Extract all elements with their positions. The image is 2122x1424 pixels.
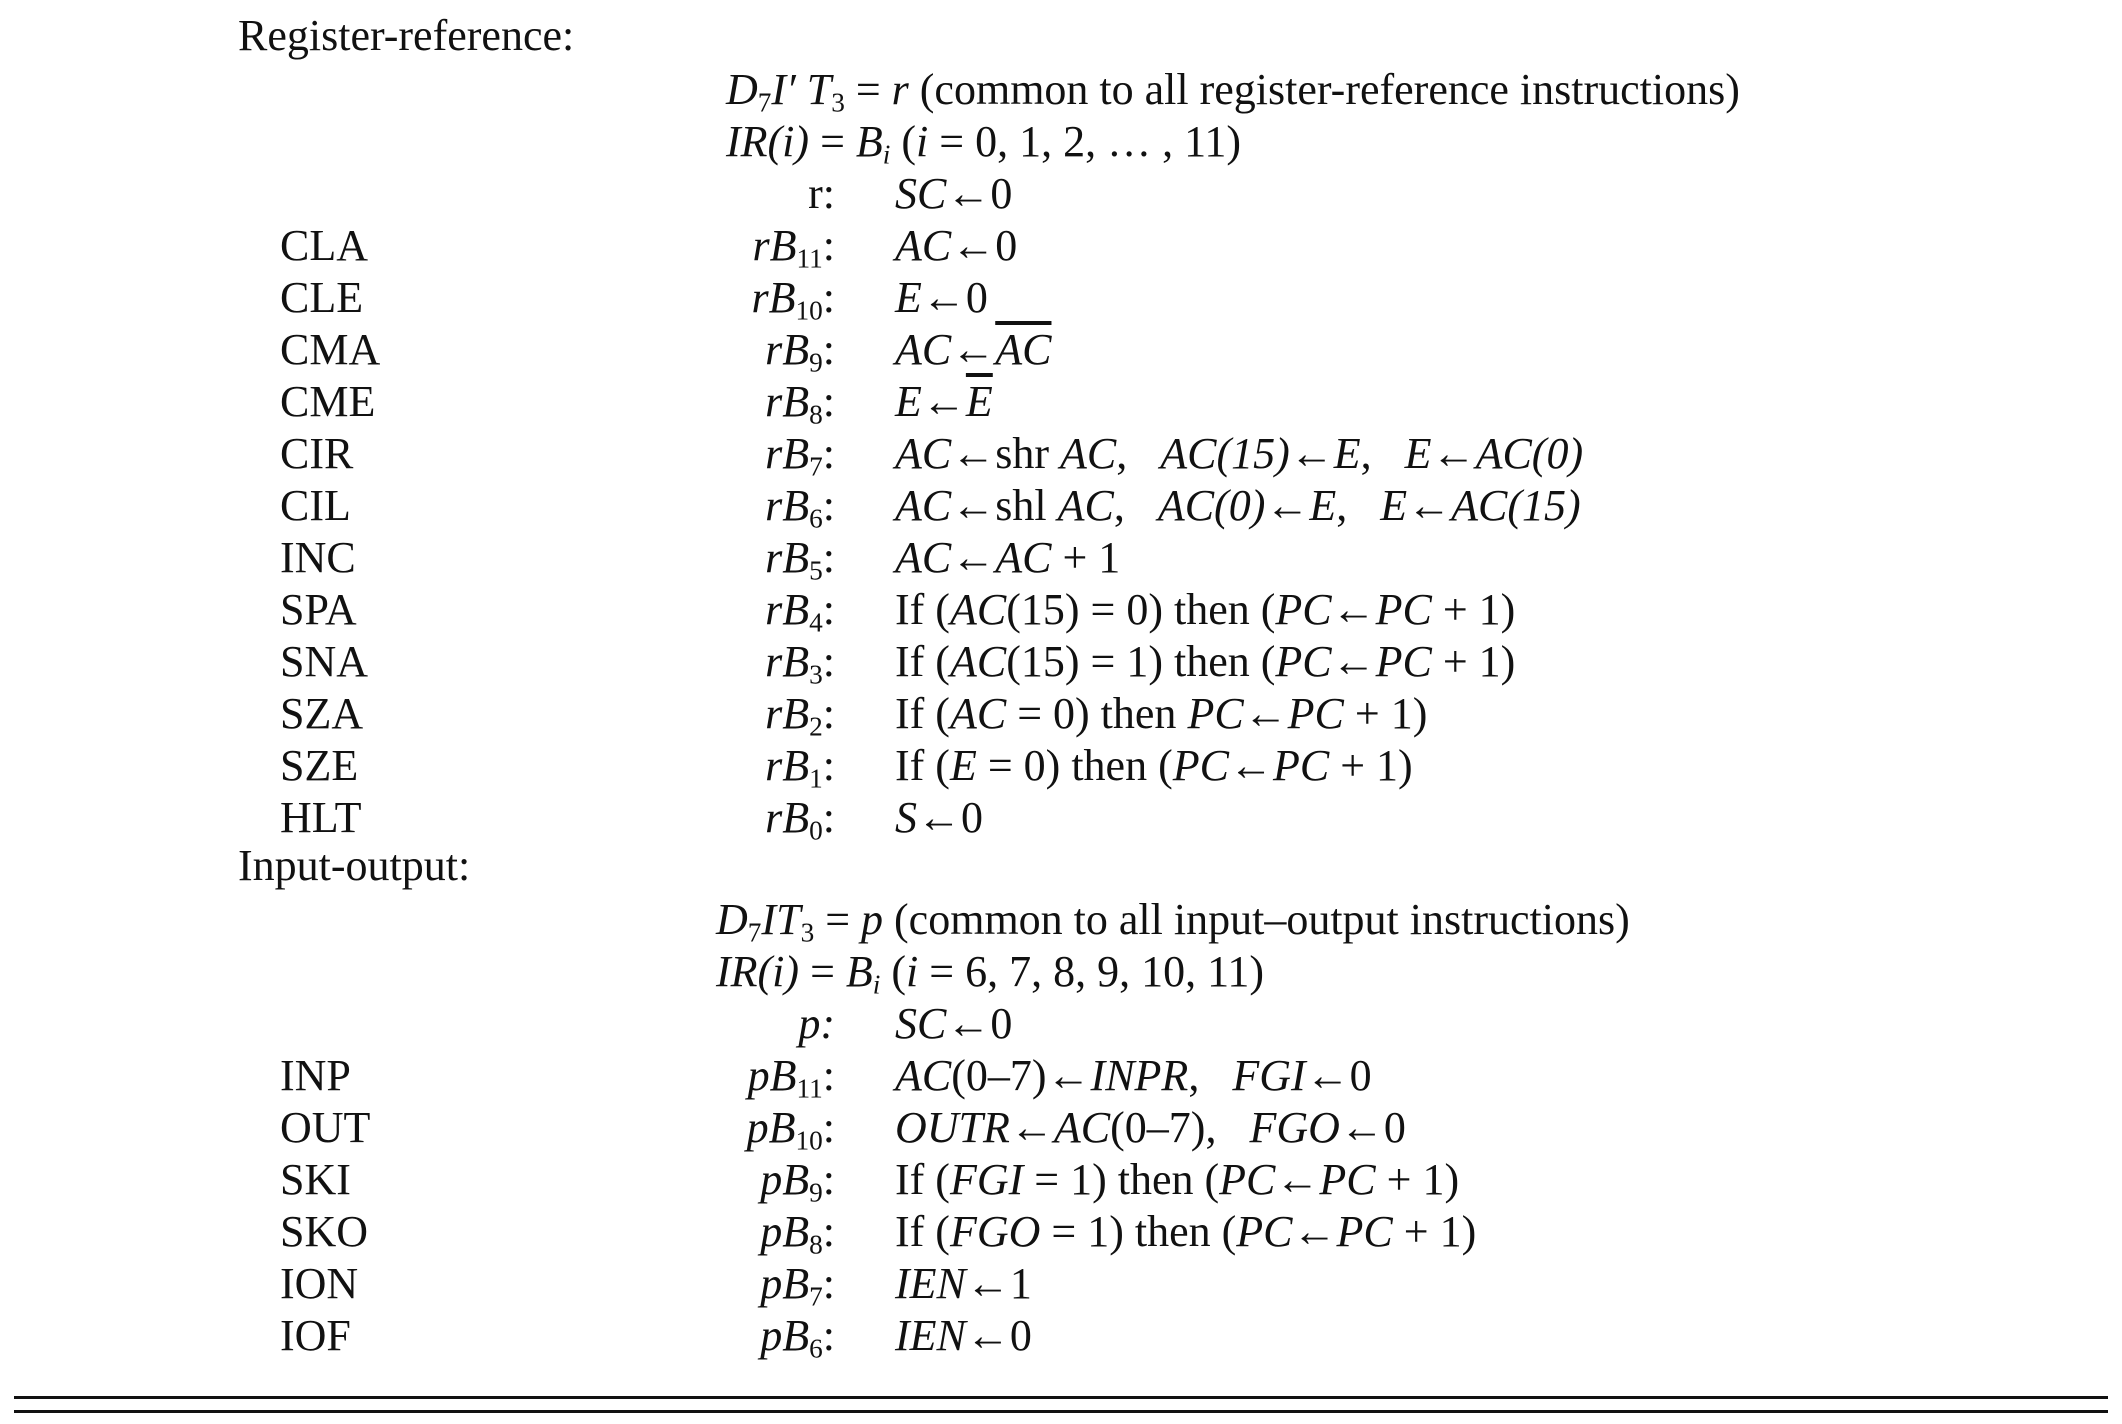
- register-reference-init-statement: [895, 168, 1012, 220]
- text: (0–7),: [1110, 1103, 1217, 1152]
- init-rhs: 0: [990, 169, 1013, 218]
- init-label: p:: [798, 999, 835, 1048]
- text: If (: [895, 585, 950, 634]
- statement-cir: [895, 428, 1583, 480]
- statement-ski: [895, 1154, 1459, 1206]
- term: E: [895, 273, 922, 322]
- cond-t-sub: 3: [800, 917, 815, 948]
- label-inc: [640, 532, 835, 584]
- term: AC: [895, 221, 952, 270]
- mnemonic-cla: CLA: [280, 221, 368, 270]
- text: (0–7): [951, 1051, 1047, 1100]
- label-var: rB: [765, 637, 810, 686]
- label-sna: [640, 636, 835, 688]
- ir-open: (: [891, 947, 907, 996]
- op: ←shl: [951, 481, 1047, 530]
- mnemonic-inc: INC: [280, 533, 356, 582]
- statement-iof: [895, 1310, 1032, 1362]
- op: ←: [951, 221, 996, 270]
- term: PC: [1275, 585, 1332, 634]
- label-var: rB: [765, 429, 810, 478]
- label-colon: :: [822, 325, 835, 374]
- cond-equals: =: [855, 65, 881, 114]
- label-sub: 10: [795, 1125, 823, 1156]
- bottom-rule-upper: [14, 1396, 2108, 1399]
- text: = 1) then (: [1034, 1155, 1220, 1204]
- text: + 1): [1403, 1207, 1477, 1256]
- term: PC: [1219, 1155, 1276, 1204]
- mnemonic-spa: SPA: [280, 585, 357, 634]
- label-sub: 10: [795, 295, 823, 326]
- term: AC: [995, 533, 1052, 582]
- input-output-init-label: [640, 998, 835, 1050]
- label-var: pB: [746, 1103, 796, 1152]
- term: AC: [895, 481, 952, 530]
- statement-sna: [895, 636, 1515, 688]
- label-sub: 9: [809, 347, 823, 378]
- term: FGI: [1232, 1051, 1306, 1100]
- label-var: pB: [747, 1051, 797, 1100]
- complement-term: $\overline{AC}$: [995, 325, 1052, 374]
- op: ←: [1289, 429, 1334, 478]
- statement-cil: [895, 480, 1581, 532]
- label-iof: [640, 1310, 835, 1362]
- cond-var: r: [891, 65, 909, 114]
- term: PC: [1319, 1155, 1376, 1204]
- op: ←: [921, 273, 966, 322]
- term: PC: [1236, 1207, 1293, 1256]
- term: INPR: [1090, 1051, 1189, 1100]
- term: 0: [961, 793, 983, 842]
- cond-var: p: [861, 895, 884, 944]
- statement-cma: [895, 324, 1051, 376]
- ir-i-var: i: [916, 117, 929, 166]
- statement-sko: [895, 1206, 1476, 1258]
- term: AC: [895, 533, 952, 582]
- term: PC: [1172, 741, 1229, 790]
- label-var: rB: [765, 481, 810, 530]
- op: ←: [1275, 1155, 1320, 1204]
- op: ←: [1292, 1207, 1337, 1256]
- input-output-ir-definition: [716, 946, 1264, 998]
- term: AC: [1057, 481, 1114, 530]
- term: PC: [1375, 585, 1432, 634]
- statement-cme: [895, 376, 993, 428]
- op: ←: [951, 533, 996, 582]
- text: If (: [895, 637, 950, 686]
- label-colon: :: [822, 793, 835, 842]
- term: E: [1333, 429, 1361, 478]
- term: AC: [949, 637, 1007, 686]
- cond-i: I′: [771, 65, 796, 114]
- text: + 1): [1354, 689, 1428, 738]
- term: AC(0): [1157, 481, 1266, 530]
- label-colon: :: [822, 585, 835, 634]
- label-sub: 6: [809, 503, 823, 534]
- op: ←: [965, 1259, 1010, 1308]
- text: If (: [895, 689, 950, 738]
- op: ←shr: [951, 429, 1050, 478]
- mnemonic-hlt: HLT: [280, 793, 362, 842]
- op: ←: [1305, 1051, 1350, 1100]
- sep: ,: [1360, 429, 1372, 478]
- term: + 1: [1062, 533, 1121, 582]
- label-colon: :: [822, 1155, 835, 1204]
- label-var: pB: [760, 1155, 810, 1204]
- text: + 1): [1442, 585, 1516, 634]
- ir-rest: = 0, 1, 2, … , 11): [939, 117, 1242, 166]
- label-sub: 4: [809, 607, 823, 638]
- term: AC: [895, 1051, 952, 1100]
- cond-d: D: [716, 895, 748, 944]
- section-heading-input-output: Input-output:: [238, 841, 471, 890]
- label-colon: :: [822, 741, 835, 790]
- label-inp: [640, 1050, 835, 1102]
- label-var: rB: [765, 325, 810, 374]
- term: PC: [1187, 689, 1244, 738]
- term: E: [895, 377, 922, 426]
- mnemonic-sko: SKO: [280, 1207, 369, 1256]
- text: (15) = 0) then (: [1006, 585, 1276, 634]
- label-colon: :: [822, 1207, 835, 1256]
- label-cle: [640, 272, 835, 324]
- sep: ,: [1116, 429, 1128, 478]
- label-sub: 1: [809, 763, 823, 794]
- term: FGI: [949, 1155, 1024, 1204]
- cond-note: (common to all register-reference instructions): [919, 65, 1740, 114]
- statement-hlt: [895, 792, 983, 844]
- mnemonic-iof: IOF: [280, 1311, 351, 1360]
- statement-out: [895, 1102, 1406, 1154]
- label-var: rB: [752, 221, 797, 270]
- mnemonic-cir: CIR: [280, 429, 354, 478]
- label-colon: :: [822, 377, 835, 426]
- label-ion: [640, 1258, 835, 1310]
- label-sub: 3: [809, 659, 823, 690]
- ir-b-sub: i: [882, 139, 891, 170]
- label-sub: 8: [809, 1229, 823, 1260]
- text: (15) = 1) then (: [1006, 637, 1276, 686]
- cond-equals: =: [825, 895, 851, 944]
- mnemonic-ion: ION: [280, 1259, 359, 1308]
- label-sub: 11: [796, 1073, 823, 1104]
- ir-b: B: [845, 947, 873, 996]
- mnemonic-cme: CME: [280, 377, 376, 426]
- ir-b-sub: i: [872, 969, 881, 1000]
- label-var: rB: [765, 741, 810, 790]
- label-colon: :: [822, 1259, 835, 1308]
- term: IEN: [895, 1259, 966, 1308]
- sep: ,: [1336, 481, 1348, 530]
- term: AC: [1060, 429, 1117, 478]
- mnemonic-cma: CMA: [280, 325, 381, 374]
- text: = 0) then (: [987, 741, 1173, 790]
- statement-spa: [895, 584, 1515, 636]
- label-sub: 6: [809, 1333, 823, 1364]
- label-colon: :: [822, 637, 835, 686]
- op: ←: [1331, 585, 1376, 634]
- op: ←: [1009, 1103, 1054, 1152]
- label-sko: [640, 1206, 835, 1258]
- label-out: [640, 1102, 835, 1154]
- op: ←: [1431, 429, 1476, 478]
- label-var: pB: [760, 1207, 810, 1256]
- term: IEN: [895, 1311, 966, 1360]
- mnemonic-inp: INP: [280, 1051, 351, 1100]
- label-hlt: [640, 792, 835, 844]
- term: AC: [895, 429, 952, 478]
- term: 0: [995, 221, 1018, 270]
- label-var: rB: [751, 273, 796, 322]
- term: 0: [1349, 1051, 1372, 1100]
- label-sub: 2: [809, 711, 823, 742]
- init-lhs: SC: [895, 169, 947, 218]
- term: AC(0): [1475, 429, 1584, 478]
- label-sub: 7: [809, 451, 823, 482]
- ir-term: IR(i): [716, 947, 800, 996]
- text: + 1): [1442, 637, 1516, 686]
- term: 0: [1383, 1103, 1406, 1152]
- input-output-init-statement: [895, 998, 1012, 1050]
- label-colon: :: [822, 1103, 835, 1152]
- label-var: rB: [765, 585, 810, 634]
- ir-open: (: [901, 117, 917, 166]
- statement-sze: [895, 740, 1413, 792]
- label-cma: [640, 324, 835, 376]
- input-output-common-condition: [716, 894, 1630, 946]
- register-reference-ir-definition: [726, 116, 1241, 168]
- label-var: rB: [765, 793, 810, 842]
- text: If (: [895, 1155, 950, 1204]
- label-sub: 9: [809, 1177, 823, 1208]
- label-cme: [640, 376, 835, 428]
- sep: ,: [1188, 1051, 1200, 1100]
- label-sub: 7: [809, 1281, 823, 1312]
- term: AC: [949, 585, 1007, 634]
- term: E: [1404, 429, 1432, 478]
- statement-cle: [895, 272, 988, 324]
- ir-equals: =: [820, 117, 845, 166]
- complement-term: $\overline{E}$: [965, 377, 993, 426]
- cond-i: I: [761, 895, 777, 944]
- term: AC: [895, 325, 952, 374]
- label-colon: :: [822, 481, 835, 530]
- label-sze: [640, 740, 835, 792]
- statement-ion: [895, 1258, 1032, 1310]
- op: ←: [1228, 741, 1273, 790]
- text: If (: [895, 1207, 950, 1256]
- label-colon: :: [822, 429, 835, 478]
- label-sub: 0: [809, 815, 823, 846]
- statement-inc: [895, 532, 1120, 584]
- term: AC: [1053, 1103, 1111, 1152]
- register-reference-init-label: r:: [808, 169, 835, 218]
- mnemonic-sna: SNA: [280, 637, 369, 686]
- cond-d-sub: 7: [757, 87, 772, 118]
- label-sub: 8: [809, 399, 823, 430]
- term: 1: [1009, 1259, 1032, 1308]
- op: ←: [1265, 481, 1310, 530]
- term: 0: [965, 273, 988, 322]
- op: ←: [965, 1311, 1010, 1360]
- ir-i-var: i: [906, 947, 919, 996]
- init-arrow: ←: [946, 999, 991, 1048]
- label-spa: [640, 584, 835, 636]
- cond-t: T: [776, 895, 801, 944]
- label-colon: :: [822, 1311, 835, 1360]
- term: E: [1380, 481, 1408, 530]
- term: PC: [1375, 637, 1432, 686]
- label-sub: 11: [796, 243, 823, 274]
- term: PC: [1287, 689, 1344, 738]
- sep: ,: [1113, 481, 1125, 530]
- op: ←: [1339, 1103, 1384, 1152]
- term: AC(15): [1160, 429, 1290, 478]
- label-var: rB: [765, 377, 810, 426]
- init-rhs: 0: [990, 999, 1013, 1048]
- op: ←: [921, 377, 966, 426]
- op: ←: [1407, 481, 1452, 530]
- init-lhs: SC: [895, 999, 947, 1048]
- op: ←: [1243, 689, 1288, 738]
- label-colon: :: [822, 689, 835, 738]
- label-sza: [640, 688, 835, 740]
- text: If (: [895, 741, 950, 790]
- label-colon: :: [822, 273, 835, 322]
- text: = 0) then: [1017, 689, 1177, 738]
- mnemonic-cil: CIL: [280, 481, 351, 530]
- statement-cla: [895, 220, 1017, 272]
- ir-term: IR(i): [726, 117, 810, 166]
- op: ←: [951, 325, 996, 374]
- bottom-rule-lower: [14, 1410, 2108, 1413]
- term: AC: [949, 689, 1007, 738]
- cond-d: D: [726, 65, 758, 114]
- label-ski: [640, 1154, 835, 1206]
- label-colon: :: [822, 221, 835, 270]
- statement-inp: [895, 1050, 1372, 1102]
- term: E: [1309, 481, 1337, 530]
- mnemonic-sza: SZA: [280, 689, 364, 738]
- text: = 1) then (: [1051, 1207, 1237, 1256]
- term: FGO: [949, 1207, 1041, 1256]
- term: PC: [1275, 637, 1332, 686]
- label-var: rB: [765, 689, 810, 738]
- label-var: pB: [760, 1259, 810, 1308]
- mnemonic-sze: SZE: [280, 741, 359, 790]
- label-var: pB: [760, 1311, 810, 1360]
- term: AC(15): [1451, 481, 1581, 530]
- section-heading-register-reference: Register-reference:: [238, 11, 575, 60]
- label-colon: :: [822, 533, 835, 582]
- ir-b: B: [855, 117, 883, 166]
- label-sub: 5: [809, 555, 823, 586]
- op: ←: [1046, 1051, 1091, 1100]
- label-var: rB: [765, 533, 810, 582]
- mnemonic-ski: SKI: [280, 1155, 351, 1204]
- statement-sza: [895, 688, 1427, 740]
- term: PC: [1336, 1207, 1393, 1256]
- op: ←: [1331, 637, 1376, 686]
- register-reference-common-condition: [726, 64, 1740, 116]
- text: + 1): [1386, 1155, 1460, 1204]
- label-cil: [640, 480, 835, 532]
- label-colon: :: [822, 1051, 835, 1100]
- cond-t-sub: 3: [831, 87, 845, 118]
- label-cla: [640, 220, 835, 272]
- init-arrow: ←: [946, 169, 991, 218]
- ir-equals: =: [810, 947, 835, 996]
- cond-d-sub: 7: [747, 917, 762, 948]
- term: S: [895, 793, 917, 842]
- label-cir: [640, 428, 835, 480]
- mnemonic-out: OUT: [280, 1103, 371, 1152]
- ir-rest: = 6, 7, 8, 9, 10, 11): [929, 947, 1265, 996]
- term: PC: [1272, 741, 1330, 790]
- term: FGO: [1249, 1103, 1340, 1152]
- term: 0: [1009, 1311, 1032, 1360]
- cond-t: T: [806, 65, 832, 114]
- text: + 1): [1340, 741, 1413, 790]
- mnemonic-cle: CLE: [280, 273, 364, 322]
- term: E: [949, 741, 977, 790]
- cond-note: (common to all input–output instructions): [894, 895, 1630, 944]
- op: ←: [917, 793, 961, 842]
- term: OUTR: [895, 1103, 1010, 1152]
